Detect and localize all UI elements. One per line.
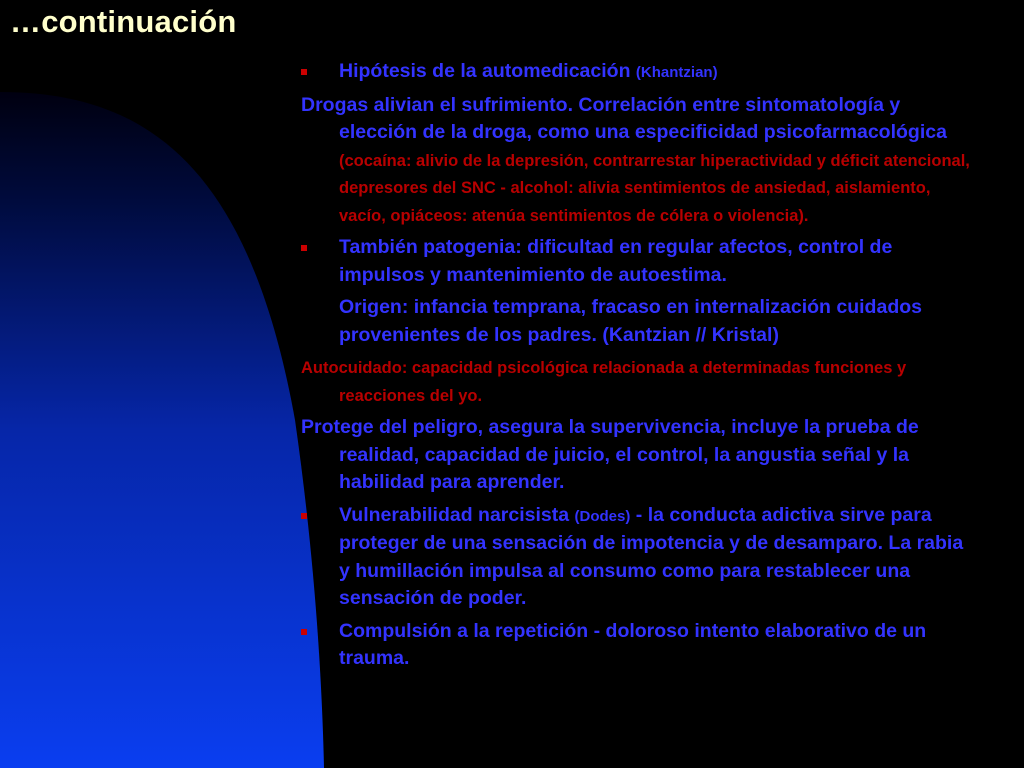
item-text: También patogenia: dificultad en regular afectos, control de impulsos y mantenimiento de autoestima. [339, 236, 893, 286]
indented-paragraph [301, 294, 971, 349]
bullet-square-icon [301, 69, 307, 75]
item-text: Compulsión a la repetición - doloroso intento elaborativo de un trauma. [339, 619, 927, 669]
bullet-item [301, 58, 971, 87]
item-text: Origen: infancia temprana, fracaso en internalización cuidados provenientes de los padres. (Kantzian // Kristal) [339, 296, 922, 346]
item-red-text: Autocuidado: capacidad psicológica relacionada a determinadas funciones y reacciones del yo. [301, 359, 907, 405]
bullet-square-icon [301, 513, 307, 519]
item-text-tail: - la conducta adictiva sirve para proteger de una sensación de impotencia y de desamparo. La rabia y humillación impulsa al consumo como para restablecer una sensación de poder. [339, 503, 964, 609]
bullet-item [301, 502, 971, 613]
paragraph [301, 414, 971, 497]
bullet-square-icon [301, 629, 307, 635]
item-text: Hipótesis de la automedicación [339, 60, 636, 82]
bullet-item [301, 234, 971, 289]
bullet-item [301, 618, 971, 673]
item-text: Protege del peligro, asegura la supervivencia, incluye la prueba de realidad, capacidad de juicio, el control, la angustia señal y la habilidad para aprender. [301, 416, 919, 493]
paragraph [301, 92, 971, 230]
item-text: Drogas alivian el sufrimiento. Correlación entre sintomatología y elección de la droga, como una especificidad psicofarmacológica [301, 93, 947, 143]
slide-title: …continuación [10, 4, 237, 39]
red-paragraph [301, 354, 971, 409]
item-red-note: (cocaína: alivio de la depresión, contrarrestar hiperactividad y déficit atencional, depresores del SNC - alcohol: alivia sentimientos de ansiedad, aislamiento, vacío, opiáceos: atenúa sentimientos de cólera o violencia). [339, 151, 970, 225]
slide-content [301, 58, 971, 678]
bullet-square-icon [301, 245, 307, 251]
item-text: Vulnerabilidad narcisista [339, 503, 575, 526]
item-reference: (Dodes) [574, 507, 631, 525]
item-reference: (Khantzian) [635, 64, 718, 81]
